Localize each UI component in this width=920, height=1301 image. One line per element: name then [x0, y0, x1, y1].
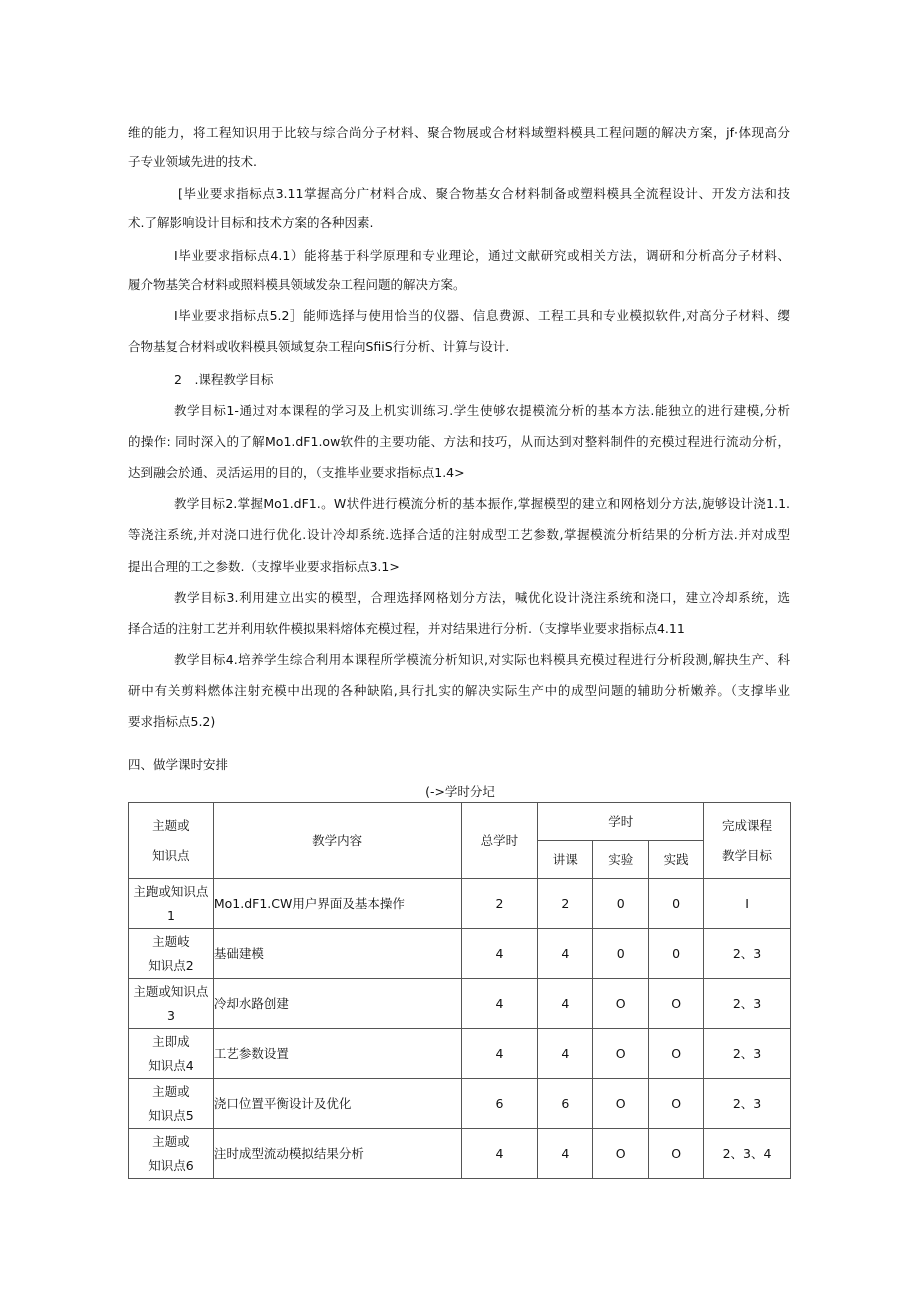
table-row [129, 879, 791, 929]
topic-line: 知识点5 [148, 1107, 194, 1123]
goal-cell: 2、3 [704, 979, 791, 1029]
section-heading: 四、做学课时安排 [128, 757, 229, 772]
topic-cell [129, 979, 214, 1029]
topic-line: 主即成 [152, 1033, 190, 1049]
lab-cell: O [593, 1079, 649, 1129]
lab-cell: 0 [593, 879, 649, 929]
lecture-cell: 4 [538, 1029, 593, 1079]
content-cell: 冷却水路创建 [213, 979, 461, 1029]
practice-cell: O [649, 1029, 704, 1079]
topic-line: 知识点6 [148, 1157, 194, 1173]
practice-cell: O [649, 1129, 704, 1179]
header-practice: 实践 [649, 841, 704, 879]
practice-cell: O [649, 1079, 704, 1129]
lecture-cell: 6 [538, 1079, 593, 1129]
header-hours: 学时 [538, 803, 704, 841]
topic-cell [129, 879, 214, 929]
lecture-cell: 4 [538, 979, 593, 1029]
lab-cell: 0 [593, 929, 649, 979]
header-lab: 实验 [593, 841, 649, 879]
content-cell: 浇口位置平衡设计及优化 [213, 1079, 461, 1129]
body-text-line: 研中有关剪料燃体注射充模中出现的各种缺陷,具行扎实的解决实际生产中的成型问题的辅助分析嫩养。（支撑毕业 [128, 683, 790, 698]
topic-line: 主跑或知识点 [133, 883, 209, 899]
total-cell: 6 [461, 1079, 538, 1129]
header-goal: 完成课程 教学目标 [704, 803, 791, 879]
header-total: 总学时 [461, 803, 538, 879]
table-row [129, 1129, 791, 1179]
body-text-line: 教学目标4.培养学生综合利用本课程所学模流分析知识,对实际也料模具充模过程进行分析段测,解抉生产、科 [174, 652, 790, 667]
goal-cell: 2、3、4 [704, 1129, 791, 1179]
topic-cell [129, 1129, 214, 1179]
goal-cell: 2、3 [704, 929, 791, 979]
lecture-cell: 2 [538, 879, 593, 929]
header-topic: 主题或 知识点 [129, 803, 214, 879]
total-cell: 2 [461, 879, 538, 929]
table-row [129, 1079, 791, 1129]
body-text-line: 履介物基笑合材料或照料模具领域发杂工程问题的解决方案。 [128, 277, 466, 292]
total-cell: 4 [461, 1129, 538, 1179]
total-cell: 4 [461, 979, 538, 1029]
table-row [129, 1029, 791, 1079]
topic-cell [129, 1079, 214, 1129]
content-cell: Mo1.dF1.CW用户界面及基本操作 [213, 879, 461, 929]
schedule-table [128, 802, 791, 1179]
section-heading: 2 .课程教学目标 [174, 372, 274, 387]
body-text-line: 的操作: 同时深入的了解Mo1.dF1.ow软件的主要功能、方法和技巧，从而达到对整料制件的充模过程进行流动分析， [128, 434, 790, 449]
total-cell: 4 [461, 1029, 538, 1079]
topic-line: 主题或 [152, 1133, 190, 1149]
body-text-line: I毕业要求指标点5.2］能师选择与使用恰当的仪器、信息费源、工程工具和专业模拟软件,对高分子材料、缨 [174, 308, 790, 323]
header-content: 教学内容 [213, 803, 461, 879]
table-row [129, 979, 791, 1029]
topic-line: 知识点2 [148, 957, 194, 973]
table-row [129, 929, 791, 979]
content-cell: 工艺参数设置 [213, 1029, 461, 1079]
body-text-line: 等浇注系统,并对浇口进行优化.设计冷却系统.选择合适的注射成型工艺参数,掌握模流分析结果的分析方法.并对成型 [128, 527, 790, 542]
content-cell: 注时成型流动模拟结果分析 [213, 1129, 461, 1179]
body-text-line: I毕业要求指标点4.1）能将基于科学原理和专业理论，通过文献研究或相关方法，调研和分析高分子材料、 [174, 248, 790, 263]
body-text-line: 合物基复合材料或收料模具领域复杂工程向SfiiS行分析、计算与设计. [128, 339, 510, 354]
body-text-line: 子专业领域先进的技术. [128, 154, 257, 169]
topic-line: 主题岐 [152, 933, 190, 949]
body-text-line: 达到融会於通、灵活运用的目的，（支推毕业要求指标点1.4> [128, 465, 465, 480]
body-text-line: 提出合理的工之参数.（支撑毕业要求指标点3.1> [128, 559, 400, 574]
practice-cell: 0 [649, 879, 704, 929]
body-text-line: 教学目标3.利用建立出实的模型，合理选择网格划分方法，喊优化设计浇注系统和浇口，建立冷却系统，选 [174, 590, 790, 605]
table-header-row [129, 803, 791, 841]
topic-line: 1 [166, 907, 175, 923]
table-caption: (->学时分圮 [425, 784, 495, 799]
body-text-line: 择合适的注射工艺并利用软件模拟果料熔体充模过程，并对结果进行分析.（支撑毕业要求指标点4.11 [128, 621, 685, 636]
goal-cell: I [704, 879, 791, 929]
topic-cell [129, 1029, 214, 1079]
topic-cell [129, 929, 214, 979]
lecture-cell: 4 [538, 929, 593, 979]
topic-line: 主题或 [152, 1083, 190, 1099]
topic-line: 主题或知识点 [133, 983, 209, 999]
lab-cell: O [593, 979, 649, 1029]
header-lecture: 讲课 [538, 841, 593, 879]
topic-line: 知识点4 [148, 1057, 194, 1073]
body-text-line: 教学目标1-通过对本课程的学习及上机实训练习.学生使够农提模流分析的基本方法.能独立的进行建模,分析 [174, 403, 790, 418]
topic-line: 3 [166, 1007, 175, 1023]
body-text-line: 维的能力，将工程知识用于比较与综合尚分子材料、聚合物展或合材料域塑料模具工程问题的解决方案，jf·体现高分 [128, 125, 790, 140]
total-cell: 4 [461, 929, 538, 979]
body-text-line: [毕业要求指标点3.11掌握高分广材料合成、聚合物基女合材料制备或塑料模具全流程设计、开发方法和技 [178, 186, 790, 201]
practice-cell: O [649, 979, 704, 1029]
lab-cell: O [593, 1029, 649, 1079]
goal-cell: 2、3 [704, 1029, 791, 1079]
content-cell: 基础建模 [213, 929, 461, 979]
goal-cell: 2、3 [704, 1079, 791, 1129]
body-text-line: 要求指标点5.2) [128, 714, 216, 729]
practice-cell: 0 [649, 929, 704, 979]
lab-cell: O [593, 1129, 649, 1179]
lecture-cell: 4 [538, 1129, 593, 1179]
body-text-line: 术.了解影响设计目标和技术方案的各种因素. [128, 215, 374, 230]
body-text-line: 教学目标2.掌握Mo1.dF1.。W状件进行模流分析的基本振作,掌握模型的建立和网格划分方法,旎够设计浇1.1. [174, 496, 790, 511]
